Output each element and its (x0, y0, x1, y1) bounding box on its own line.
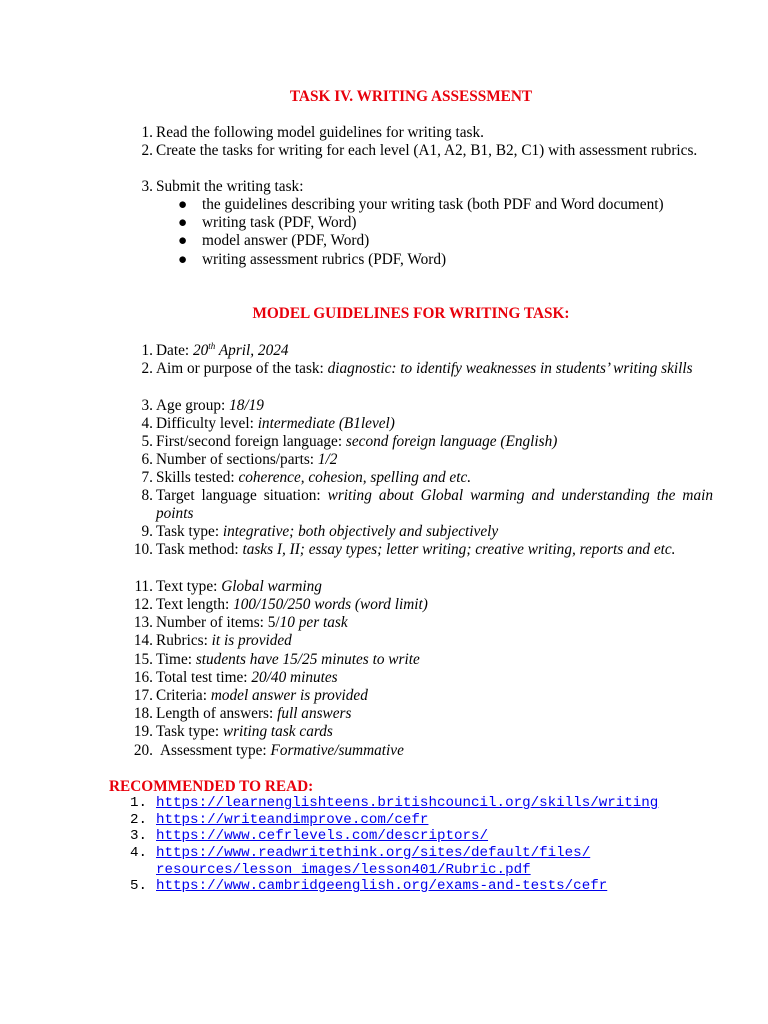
link-number: 3. (130, 828, 148, 844)
link-writeandimprove[interactable]: https://writeandimprove.com/cefr (156, 812, 429, 828)
item-label: Total test time: (156, 669, 248, 686)
item-label: Text type: (156, 578, 218, 595)
item-value: 10 per task (279, 614, 348, 631)
item-label: Task type: (156, 523, 220, 540)
item-number: 19. (133, 723, 153, 740)
item-value: 20/40 minutes (251, 669, 338, 686)
item-value: Formative/summative (270, 742, 404, 759)
item-label: Aim or purpose of the task: (156, 360, 324, 377)
item-number: 2. (141, 360, 153, 377)
bullet-text: writing assessment rubrics (PDF, Word) (202, 251, 447, 268)
step-number: 3. (141, 178, 153, 195)
step-number: 1. (141, 124, 153, 141)
item-number: 4. (141, 415, 153, 432)
item-number: 7. (141, 469, 153, 486)
link-number: 2. (130, 812, 148, 828)
link-readwritethink-continued[interactable]: resources/lesson_images/lesson401/Rubric.pdf (156, 862, 531, 878)
guideline-item (133, 487, 713, 523)
link-number: 5. (130, 878, 148, 894)
item-label: Target language situation: (156, 487, 321, 504)
item-number: 13. (133, 614, 153, 631)
item-label: Rubrics: (156, 632, 208, 649)
link-cefrlevels[interactable]: https://www.cefrlevels.com/descriptors/ (156, 828, 489, 844)
bullet-text: model answer (PDF, Word) (202, 232, 370, 249)
link-number: 4. (130, 845, 148, 861)
item-value: coherence, cohesion, spelling and etc. (238, 469, 472, 486)
item-label: First/second foreign language: (156, 433, 343, 450)
bullet-dot: ● (178, 214, 188, 231)
item-label: Skills tested: (156, 469, 235, 486)
item-number: 15. (133, 651, 153, 668)
item-number: 16. (133, 669, 153, 686)
bullet-dot: ● (178, 232, 188, 249)
link-cambridgeenglish[interactable]: https://www.cambridgeenglish.org/exams-and-tests/cefr (156, 878, 608, 894)
step-text: Create the tasks for writing for each level (A1, A2, B1, B2, C1) with assessment rubrics. (156, 142, 698, 159)
item-label: Task type: (156, 723, 220, 740)
bullet-text: the guidelines describing your writing task (both PDF and Word document) (202, 196, 664, 213)
guidelines-title: MODEL GUIDELINES FOR WRITING TASK: (252, 305, 570, 322)
item-number: 18. (133, 705, 153, 722)
item-number: 6. (141, 451, 153, 468)
task-step (133, 142, 713, 178)
item-number: 14. (133, 632, 153, 649)
item-value-rest: April, 2024 (215, 342, 289, 359)
item-label: Assessment type: (160, 742, 267, 759)
item-value: full answers (277, 705, 352, 722)
item-label: Age group: (156, 397, 226, 414)
item-label: Length of answers: (156, 705, 274, 722)
recommended-title: RECOMMENDED TO READ: (109, 778, 314, 795)
item-value: 20 (192, 342, 209, 359)
item-sup: th (208, 341, 216, 351)
item-number: 20. (133, 742, 153, 759)
item-label: Number of sections/parts: (156, 451, 315, 468)
item-number: 11. (134, 578, 153, 595)
item-label: Task method: (156, 541, 239, 558)
task-title: TASK IV. WRITING ASSESSMENT (289, 88, 533, 105)
item-label: Time: (156, 651, 192, 668)
item-label: Date: (156, 342, 190, 359)
item-value: second foreign language (English) (345, 433, 558, 450)
item-label: Number of items: (156, 614, 264, 631)
item-number: 5. (141, 433, 153, 450)
bullet-dot: ● (178, 196, 188, 213)
item-number: 17. (133, 687, 153, 704)
link-britishcouncil[interactable]: https://learnenglishteens.britishcouncil.org/skills/writing (156, 795, 659, 811)
item-value: 1/2 (317, 451, 338, 468)
step-text: Read the following model guidelines for writing task. (156, 124, 484, 141)
item-label: Criteria: (156, 687, 207, 704)
item-value: Global warming (221, 578, 322, 595)
guideline-item (133, 541, 713, 577)
link-number: 1. (130, 795, 148, 811)
item-number: 1. (141, 342, 153, 359)
step-text: Submit the writing task: (156, 178, 304, 195)
step-number: 2. (141, 142, 153, 159)
bullet-text: writing task (PDF, Word) (202, 214, 357, 231)
item-value: intermediate (B1level) (257, 415, 395, 432)
guideline-item (133, 360, 713, 396)
item-value: writing task cards (222, 723, 333, 740)
item-number: 10. (133, 541, 153, 558)
item-number: 12. (133, 596, 153, 613)
item-value-plain: 5/ (267, 614, 280, 631)
item-number: 3. (141, 397, 153, 414)
item-value: it is provided (211, 632, 292, 649)
item-value: 18/19 (229, 397, 264, 414)
item-label: Difficulty level: (156, 415, 254, 432)
item-value: integrative; both objectively and subjectively (222, 523, 499, 540)
item-number: 8. (141, 487, 153, 504)
link-readwritethink[interactable]: https://www.readwritethink.org/sites/default/files/ (156, 845, 591, 861)
item-value: writing about Global warming and understanding the main points (156, 487, 714, 522)
item-value: diagnostic: to identify weaknesses in students’ writing skills (327, 360, 693, 377)
item-value: tasks I, II; essay types; letter writing; creative writing, reports and etc. (242, 541, 676, 558)
bullet-dot: ● (178, 251, 188, 268)
item-value: students have 15/25 minutes to write (195, 651, 420, 668)
item-value: model answer is provided (210, 687, 368, 704)
item-label: Text length: (156, 596, 230, 613)
item-number: 9. (141, 523, 153, 540)
item-value: 100/150/250 words (word limit) (233, 596, 428, 613)
